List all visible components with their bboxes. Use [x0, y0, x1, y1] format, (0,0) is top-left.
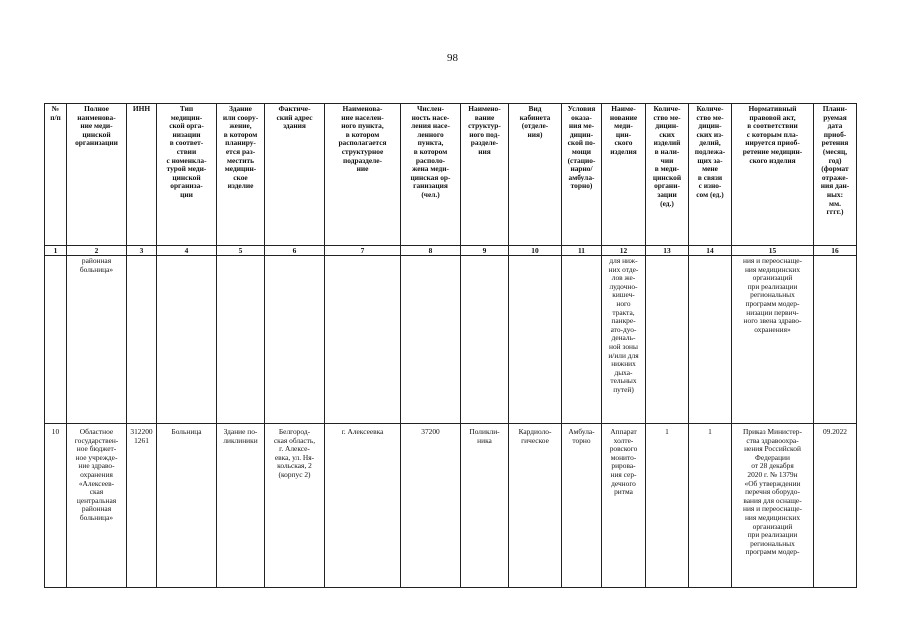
device-count-cell: 1	[646, 424, 689, 588]
table-cell: ния и переоснаще- ния медицинских организаций при реализации региональных программ модер- низации первич- ного звена здраво- охранения»	[732, 256, 814, 424]
settlement-cell: г. Алексеевка	[325, 424, 401, 588]
table-cell	[157, 256, 217, 424]
table-cell	[401, 256, 461, 424]
table-cell	[562, 256, 602, 424]
header-subdivision: Наимено- вание структур- ного под- разделе- ния	[461, 104, 509, 246]
column-number: 3	[127, 246, 157, 256]
table-cell	[45, 256, 67, 424]
header-device-name: Наиме- нование меди- цин- ского изделия	[602, 104, 646, 246]
column-number: 8	[401, 246, 461, 256]
page-number: 98	[447, 52, 458, 64]
table-cell	[265, 256, 325, 424]
header-device-count: Количе- ство ме- дицин- ских изделий в нали- чии в меди- цинской органи- зации (ед.)	[646, 104, 689, 246]
header-org-type: Тип медицин- ской орга- низации в соответ- ствии с номенкла- турой меди- цинской организа- ции	[157, 104, 217, 246]
header-replace-count: Количе- ство ме- дицин- ских из- делий, подлежа- щих за- мене в связи с изно- сом (ед.)	[689, 104, 732, 246]
header-planned-date: Плани- руемая дата приоб- ретения (месяц, год) (формат отраже- ния дан- ных: мм. гггг.)	[814, 104, 857, 246]
table-cell	[217, 256, 265, 424]
header-cabinet-type: Вид кабинета (отделе- ния)	[509, 104, 562, 246]
legal-act-cell: Приказ Министер- ства здравоохра- нения Российской Федерации от 28 декабря 2020 г. № 1379н «Об утверждении перечня оборудо- вания для оснаще- ния и переоснаще- ния медицинских организаций при реализации региональных программ модер-	[732, 424, 814, 588]
column-number: 9	[461, 246, 509, 256]
column-number: 2	[67, 246, 127, 256]
header-legal-act: Нормативный правовой акт, в соответствии с которым пла- нируется приоб- ретение медицин- ского изделия	[732, 104, 814, 246]
column-number: 11	[562, 246, 602, 256]
header-org-name: Полное наименова- ние меди- цинской организации	[67, 104, 127, 246]
column-number-row	[45, 246, 857, 256]
table-row-10	[45, 424, 857, 588]
replace-count-cell: 1	[689, 424, 732, 588]
org-type-cell: Больница	[157, 424, 217, 588]
header-inn: ИНН	[127, 104, 157, 246]
column-number: 12	[602, 246, 646, 256]
cabinet-type-cell: Кардиоло- гическое	[509, 424, 562, 588]
column-number: 13	[646, 246, 689, 256]
medical-equipment-table	[44, 103, 857, 588]
header-settlement: Наименова- ние населен- ного пункта, в котором располагается структурное подразделе- ние	[325, 104, 401, 246]
device-name-cell: Аппарат холте- ровского монито- рирова- ния сер- дечного ритма	[602, 424, 646, 588]
table-cell	[689, 256, 732, 424]
column-number: 15	[732, 246, 814, 256]
table-cell: для ниж- них отде- лов же- лудочно- кишеч- ного тракта, панкре- ато-дуо- деналь- ной зоны и/или для нижних дыха- тельных путей)	[602, 256, 646, 424]
subdivision-cell: Поликли- ника	[461, 424, 509, 588]
table-cell	[461, 256, 509, 424]
header-population: Числен- ность насе- ления насе- ленного пункта, в котором располо- жена меди- цинская ор- ганизация (чел.)	[401, 104, 461, 246]
column-number: 10	[509, 246, 562, 256]
column-number: 6	[265, 246, 325, 256]
table-row-continuation	[45, 256, 857, 424]
header-row	[45, 104, 857, 246]
column-number: 1	[45, 246, 67, 256]
care-conditions-cell: Амбула- торно	[562, 424, 602, 588]
header-care-conditions: Условия оказа- ния ме- дицин- ской по- мощи (стацио- нарно/ амбула- торно)	[562, 104, 602, 246]
table-cell	[814, 256, 857, 424]
table-cell	[325, 256, 401, 424]
table-cell	[127, 256, 157, 424]
column-number: 4	[157, 246, 217, 256]
row-index: 10	[45, 424, 67, 588]
table-cell	[646, 256, 689, 424]
table-cell: районная больница»	[67, 256, 127, 424]
column-number: 7	[325, 246, 401, 256]
header-address: Фактиче- ский адрес здания	[265, 104, 325, 246]
column-number: 14	[689, 246, 732, 256]
building-cell: Здание по- ликлиники	[217, 424, 265, 588]
planned-date-cell: 09.2022	[814, 424, 857, 588]
header-index: № п/п	[45, 104, 67, 246]
inn-cell: 312200 1261	[127, 424, 157, 588]
population-cell: 37200	[401, 424, 461, 588]
org-name-cell: Областное государствен- ное бюджет- ное учрежде- ние здраво- охранения «Алексеев- ская центральная районная больница»	[67, 424, 127, 588]
column-number: 5	[217, 246, 265, 256]
table-cell	[509, 256, 562, 424]
column-number: 16	[814, 246, 857, 256]
address-cell: Белгород- ская область, г. Алексе- евка, ул. Ня- кольская, 2 (корпус 2)	[265, 424, 325, 588]
header-building: Здание или соору- жение, в котором планиру- ется раз- местить медицин- ское изделие	[217, 104, 265, 246]
